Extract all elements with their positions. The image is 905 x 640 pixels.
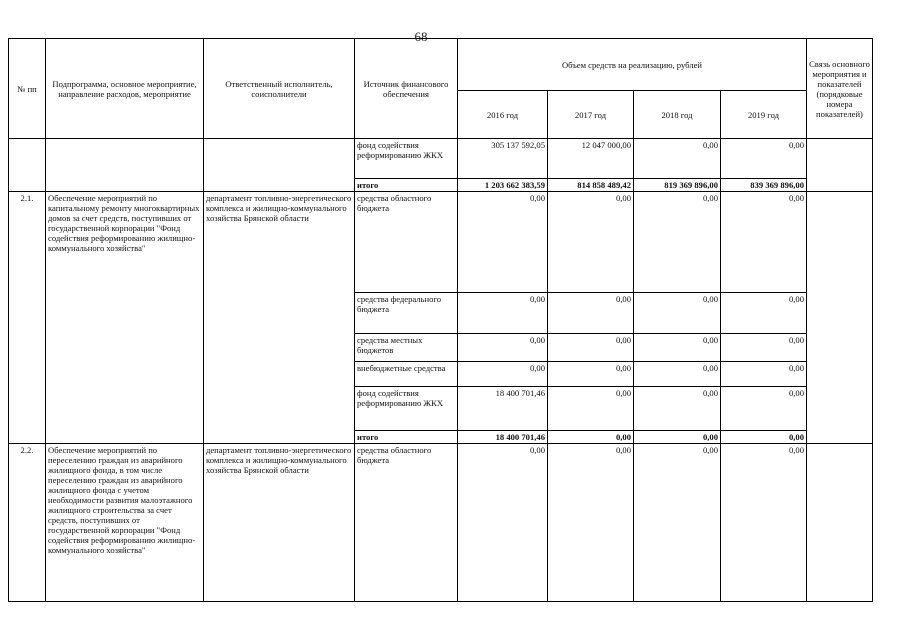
source-cell: итого xyxy=(355,179,458,192)
value-cell: 0,00 xyxy=(721,139,807,179)
header-executor: Ответственный исполнитель, соисполнители xyxy=(204,39,355,139)
value-cell: 814 858 489,42 xyxy=(548,179,634,192)
source-cell: внебюджетные средства xyxy=(355,362,458,387)
header-program: Подпрограмма, основное мероприятие, направление расходов, мероприятие xyxy=(46,39,204,139)
value-cell: 305 137 592,05 xyxy=(458,139,548,179)
value-cell: 0,00 xyxy=(634,192,721,293)
table-row xyxy=(9,444,873,602)
value-cell: 18 400 701,46 xyxy=(458,387,548,431)
value-cell: 0,00 xyxy=(548,387,634,431)
financing-table xyxy=(8,38,873,602)
page-number: 68 xyxy=(414,29,428,44)
source-cell: средства федерального бюджета xyxy=(355,293,458,334)
empty-cell xyxy=(204,139,355,192)
source-cell: итого xyxy=(355,431,458,444)
source-cell: фонд содействия реформированию ЖКХ xyxy=(355,387,458,431)
value-cell: 839 369 896,00 xyxy=(721,179,807,192)
empty-cell xyxy=(9,139,46,192)
header-volume: Объем средств на реализацию, рублей xyxy=(458,39,807,91)
value-cell: 0,00 xyxy=(458,362,548,387)
header-num: № пп xyxy=(9,39,46,139)
table-row xyxy=(9,139,873,179)
source-cell: фонд содействия реформированию ЖКХ xyxy=(355,139,458,179)
value-cell: 12 047 000,00 xyxy=(548,139,634,179)
value-cell: 0,00 xyxy=(721,387,807,431)
header-link: Связь основного мероприятия и показателей (порядковые номера показателей) xyxy=(807,39,873,139)
header-source: Источник финансового обеспечения xyxy=(355,39,458,139)
value-cell: 0,00 xyxy=(634,444,721,602)
header-year-2016: 2016 год xyxy=(458,91,548,139)
empty-cell xyxy=(46,139,204,192)
executor-cell: департамент топливно-энергетического комплекса и жилищно-коммунального хозяйства Брянской области xyxy=(204,192,355,444)
value-cell: 1 203 662 383,59 xyxy=(458,179,548,192)
value-cell: 0,00 xyxy=(458,444,548,602)
header-year-2018: 2018 год xyxy=(634,91,721,139)
value-cell: 0,00 xyxy=(548,293,634,334)
value-cell: 0,00 xyxy=(721,362,807,387)
value-cell: 0,00 xyxy=(458,334,548,362)
value-cell: 0,00 xyxy=(634,431,721,444)
source-cell: средства местных бюджетов xyxy=(355,334,458,362)
source-cell: средства областного бюджета xyxy=(355,444,458,602)
empty-cell xyxy=(807,139,873,192)
value-cell: 0,00 xyxy=(548,444,634,602)
program-cell: Обеспечение мероприятий по капитальному ремонту многоквартирных домов за счет средств, поступивших от государственной корпорации "Фонд содействия реформированию жилищно-коммунального хозяйства" xyxy=(46,192,204,444)
empty-cell xyxy=(807,444,873,602)
value-cell: 0,00 xyxy=(634,293,721,334)
value-cell: 819 369 896,00 xyxy=(634,179,721,192)
row-number: 2.1. xyxy=(9,192,46,444)
value-cell: 0,00 xyxy=(721,444,807,602)
source-cell: средства областного бюджета xyxy=(355,192,458,293)
value-cell: 18 400 701,46 xyxy=(458,431,548,444)
value-cell: 0,00 xyxy=(458,192,548,293)
table-row xyxy=(9,192,873,293)
value-cell: 0,00 xyxy=(721,431,807,444)
value-cell: 0,00 xyxy=(721,192,807,293)
value-cell: 0,00 xyxy=(634,362,721,387)
header-year-2019: 2019 год xyxy=(721,91,807,139)
value-cell: 0,00 xyxy=(548,334,634,362)
value-cell: 0,00 xyxy=(721,334,807,362)
value-cell: 0,00 xyxy=(634,387,721,431)
value-cell: 0,00 xyxy=(548,192,634,293)
value-cell: 0,00 xyxy=(458,293,548,334)
value-cell: 0,00 xyxy=(548,362,634,387)
value-cell: 0,00 xyxy=(634,139,721,179)
executor-cell: департамент топливно-энергетического комплекса и жилищно-коммунального хозяйства Брянской области xyxy=(204,444,355,602)
program-cell: Обеспечение мероприятий по переселению граждан из аварийного жилищного фонда, в том числе переселению граждан из аварийного жилищного фонда с учетом необходимости развития малоэтажного жилищного строительства за счет средств, поступивших от государственной корпорации "Фонд содействия реформированию жилищно-коммунального хозяйства" xyxy=(46,444,204,602)
empty-cell xyxy=(807,192,873,444)
row-number: 2.2. xyxy=(9,444,46,602)
header-row-1 xyxy=(9,39,873,91)
value-cell: 0,00 xyxy=(721,293,807,334)
value-cell: 0,00 xyxy=(634,334,721,362)
value-cell: 0,00 xyxy=(548,431,634,444)
header-year-2017: 2017 год xyxy=(548,91,634,139)
